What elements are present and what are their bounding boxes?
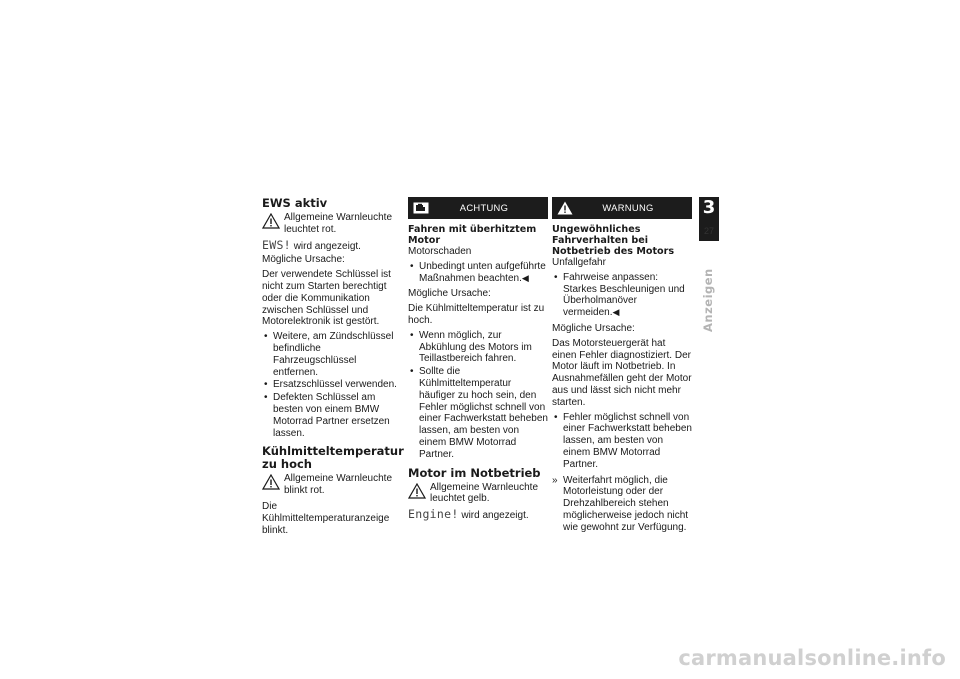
emergency-actions-list: [552, 412, 692, 471]
list-item: • Ersatzschlüssel verwenden.: [262, 379, 402, 391]
caution-consequence: Motorschaden: [408, 246, 472, 257]
warning-banner: [552, 197, 692, 219]
middle-column: [408, 197, 548, 524]
coolant-text: Die Kühlmitteltemperaturanzeige blinkt.: [262, 500, 390, 536]
emergency-display-line: [408, 509, 548, 522]
coolant-lamp-text: Allgemeine Warnleuchte blinkt rot.: [284, 473, 393, 497]
coolant-lamp-note: [262, 473, 402, 497]
list-item: [408, 261, 548, 285]
engine-caution-icon: [408, 202, 434, 214]
ews-lamp-note: [262, 212, 402, 236]
caution-action-text: Unbedingt unten aufgeführte Maßnahmen beachten.: [419, 260, 546, 284]
coolant-cause-label: Mögliche Ursache:: [408, 288, 491, 300]
list-item: » Weiterfahrt möglich, die Motorleistung oder der Drehzahlbereich stehen möglicherweise jedoch nicht wie gewohnt zur Verfügung.: [552, 475, 692, 534]
warning-action-text: Fahrweise anpassen: Starkes Beschleunigen und Überholmanöver vermeiden.: [563, 271, 685, 319]
warning-triangle-icon: [552, 201, 578, 215]
ews-cause-text: Der verwendete Schlüssel ist nicht zum Starten berechtigt oder die Kommunikation zwischen Schlüssel und Motorelektronik ist gestört.: [262, 269, 391, 328]
emergency-lamp-note: [408, 482, 548, 506]
list-item: [552, 272, 692, 319]
list-item: • Wenn möglich, zur Abkühlung des Motors im Teillastbereich fahren.: [408, 330, 548, 365]
warning-actions-list: [552, 272, 692, 319]
coolant-cause-text: Die Kühlmitteltemperatur ist zu hoch.: [408, 303, 545, 326]
ews-display-line: [262, 237, 402, 253]
emergency-cause-text: Das Motorsteuergerät hat einen Fehler diagnostiziert. Der Motor läuft im Notbetrieb. In Ausnahmefällen geht der Motor aus und lässt sich nicht mehr starten.: [552, 337, 692, 408]
ews-lamp-text: Allgemeine Warnleuchte leuchtet rot.: [284, 212, 393, 235]
page-number: 27: [703, 226, 714, 236]
chapter-label: Anzeigen: [701, 268, 715, 332]
ews-heading: EWS aktiv: [262, 196, 328, 210]
watermark: carmanualsonline.info: [678, 646, 946, 670]
warning-triangle-icon: [408, 482, 430, 506]
emergency-display-suffix: wird angezeigt.: [461, 510, 529, 522]
warning-consequence: Unfallgefahr: [552, 257, 606, 268]
coolant-heading: Kühlmitteltemperatur zu hoch: [262, 444, 404, 472]
end-triangle-icon: ◀: [521, 272, 529, 283]
list-item: • Fehler möglichst schnell von einer Fachwerkstatt beheben lassen, am besten von einem BMW Motorrad Partner.: [552, 412, 692, 471]
warning-triangle-icon: [262, 473, 284, 497]
list-item: • Weitere, am Zündschlüssel befindliche Fahrzeugschlüssel entfernen.: [262, 331, 402, 378]
warning-label: WARNUNG: [602, 202, 654, 214]
emergency-lamp-text: Allgemeine Warnleuchte leuchtet gelb.: [430, 481, 539, 505]
warning-triangle-icon: [262, 212, 284, 236]
coolant-actions-list: [408, 330, 548, 461]
caution-label: ACHTUNG: [459, 202, 509, 214]
end-triangle-icon: ◀: [612, 307, 620, 318]
emergency-cause-label: Mögliche Ursache:: [552, 322, 635, 334]
list-item: • Sollte die Kühlmitteltemperatur häufiger zu hoch sein, den Fehler möglichst schnell von einer Fachwerkstatt beheben lassen, am besten von einem BMW Motorrad Partner.: [408, 366, 548, 460]
warning-heading: Ungewöhnliches Fahrverhalten bei Notbetrieb des Motors: [552, 224, 675, 257]
ews-display-suffix: wird angezeigt.: [293, 240, 361, 252]
left-column: [262, 197, 402, 539]
emergency-display-code: Engine!: [408, 507, 459, 522]
right-column: [552, 197, 692, 538]
caution-banner: [408, 197, 548, 219]
chapter-number: 3: [702, 197, 716, 218]
ews-display-code: EWS!: [262, 237, 291, 252]
caution-heading: Fahren mit überhitztem Motor: [408, 224, 537, 246]
caution-actions-list: [408, 261, 548, 285]
emergency-heading: Motor im Notbetrieb: [408, 465, 541, 480]
list-item: • Defekten Schlüssel am besten von einem BMW Motorrad Partner ersetzen lassen.: [262, 392, 402, 439]
ews-actions-list: [262, 331, 402, 439]
emergency-results-list: [552, 475, 692, 534]
ews-cause-label: Mögliche Ursache:: [262, 254, 345, 266]
